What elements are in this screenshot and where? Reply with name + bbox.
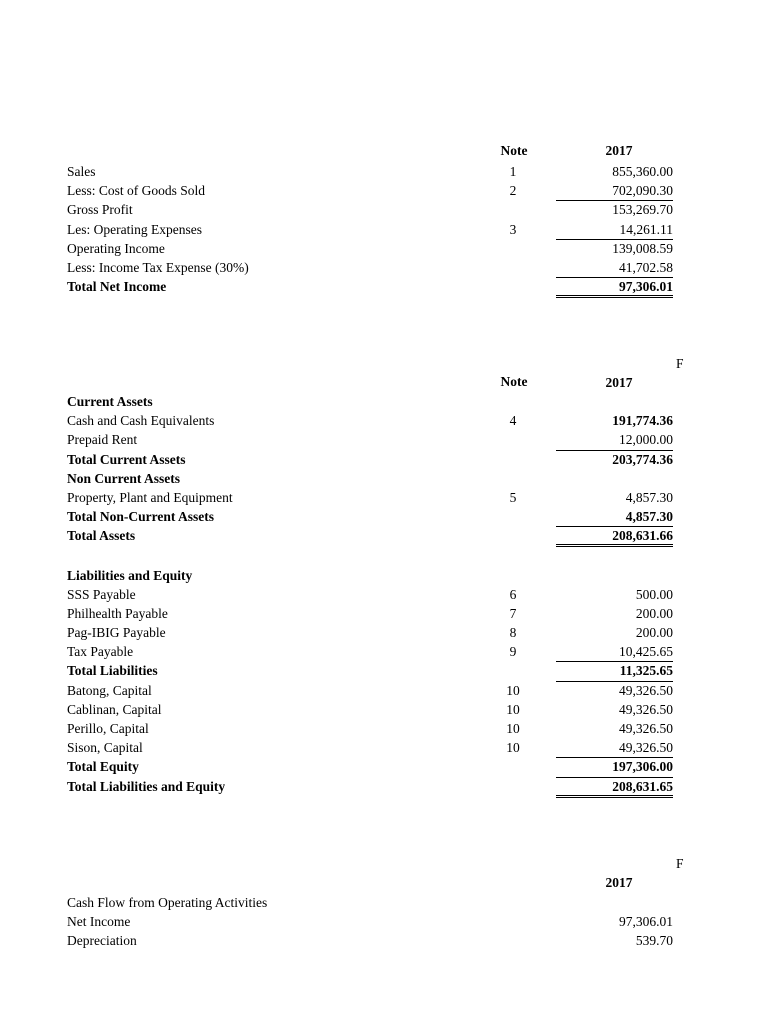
row-amount: 203,774.36 (556, 450, 673, 469)
row-label: Cablinan, Capital (67, 701, 162, 717)
total-row (0, 277, 768, 296)
row-note: 10 (506, 740, 520, 756)
table-row (0, 738, 768, 757)
row-label: Total Liabilities (67, 663, 158, 679)
section-heading-row (0, 469, 768, 488)
row-label: Total Net Income (67, 279, 167, 295)
section-heading-row (0, 566, 768, 585)
row-amount: 855,360.00 (612, 164, 673, 179)
row-label: Total Equity (67, 759, 139, 775)
table-row (0, 700, 768, 719)
row-label: Perillo, Capital (67, 721, 149, 736)
section-heading-row (0, 392, 768, 411)
row-label: Less: Income Tax Expense (30%) (67, 259, 249, 275)
row-amount: 49,326.50 (556, 681, 673, 700)
row-amount: 49,326.50 (619, 701, 673, 717)
row-label: Total Assets (67, 528, 136, 544)
row-label: Operating Income (67, 240, 165, 256)
table-row (0, 719, 768, 738)
clipped-title-edge: F (676, 856, 684, 871)
section-heading-row (0, 893, 768, 912)
table-row (0, 200, 768, 219)
row-amount: 4,857.30 (625, 489, 673, 505)
row-note: 10 (506, 721, 520, 736)
total-row (0, 757, 768, 776)
clipped-title-edge: F (676, 356, 684, 371)
table-row (0, 604, 768, 623)
row-note: 7 (509, 605, 517, 621)
total-row (0, 526, 768, 545)
note-column-header: Note (500, 374, 528, 389)
row-label: Non Current Assets (67, 470, 181, 486)
table-row (0, 258, 768, 277)
table-row (0, 239, 768, 258)
table-row (0, 623, 768, 642)
table-row (0, 220, 768, 239)
row-amount: 4,857.30 (625, 509, 673, 525)
spacer (0, 546, 768, 566)
year-column-header: 2017 (605, 375, 633, 390)
row-label: SSS Payable (67, 586, 136, 602)
row-label: Net Income (67, 914, 131, 930)
row-note: 1 (509, 164, 517, 179)
row-note: 2 (509, 183, 517, 199)
row-label: Sison, Capital (67, 740, 143, 756)
row-label: Property, Plant and Equipment (67, 489, 233, 505)
year-column-header: 2017 (605, 143, 633, 158)
row-label: Les: Operating Expenses (67, 221, 202, 237)
row-label: Sales (67, 164, 96, 179)
row-amount: 191,774.36 (612, 413, 673, 429)
row-label: Tax Payable (67, 644, 134, 660)
row-amount: 539.70 (635, 933, 673, 949)
table-row (0, 430, 768, 449)
row-amount: 208,631.65 (556, 777, 673, 798)
row-label: Total Non-Current Assets (67, 509, 215, 525)
row-label: Prepaid Rent (67, 432, 138, 448)
row-label: Cash Flow from Operating Activities (67, 895, 268, 910)
table-row (0, 681, 768, 700)
row-amount: 49,326.50 (619, 721, 673, 736)
row-label: Total Current Assets (67, 451, 186, 467)
row-label: Depreciation (67, 933, 137, 949)
row-amount: 200.00 (635, 625, 673, 641)
row-note: 6 (509, 586, 517, 602)
row-label: Less: Cost of Goods Sold (67, 183, 206, 199)
row-label: Current Assets (67, 394, 153, 409)
row-label: Pag-IBIG Payable (67, 625, 166, 641)
row-note: 3 (509, 221, 517, 237)
year-column-header: 2017 (605, 875, 633, 890)
row-label: Cash and Cash Equivalents (67, 413, 215, 429)
total-row (0, 777, 768, 796)
table-row (0, 642, 768, 661)
row-note: 10 (506, 701, 520, 717)
row-amount: 11,325.65 (556, 661, 673, 680)
row-amount: 153,269.70 (556, 200, 673, 219)
total-row (0, 661, 768, 680)
row-amount: 208,631.66 (556, 526, 673, 547)
table-row (0, 181, 768, 200)
total-row (0, 450, 768, 469)
row-amount: 97,306.01 (556, 277, 673, 298)
table-row (0, 162, 768, 181)
row-label: Batong, Capital (67, 682, 152, 698)
row-label: Philhealth Payable (67, 605, 168, 621)
row-amount: 97,306.01 (619, 914, 673, 930)
row-amount: 500.00 (635, 586, 673, 602)
row-amount: 200.00 (635, 605, 673, 621)
row-label: Gross Profit (67, 202, 133, 218)
row-amount: 10,425.65 (619, 644, 673, 660)
row-amount: 49,326.50 (619, 740, 673, 756)
row-note: 8 (509, 625, 517, 641)
row-note: 9 (509, 644, 517, 660)
table-row (0, 585, 768, 604)
row-note: 4 (509, 413, 517, 429)
row-amount: 197,306.00 (556, 757, 673, 776)
table-row (0, 912, 768, 931)
row-amount: 139,008.59 (556, 239, 673, 258)
row-amount: 14,261.11 (619, 221, 673, 237)
row-amount: 41,702.58 (619, 259, 673, 275)
row-label: Total Liabilities and Equity (67, 778, 226, 794)
table-row (0, 931, 768, 950)
row-amount: 12,000.00 (619, 432, 673, 448)
row-note: 10 (506, 682, 520, 698)
table-row (0, 411, 768, 430)
row-amount: 702,090.30 (612, 183, 673, 199)
row-note: 5 (509, 489, 517, 505)
table-row (0, 488, 768, 507)
note-column-header: Note (500, 143, 528, 158)
total-row (0, 507, 768, 526)
row-label: Liabilities and Equity (67, 567, 193, 583)
